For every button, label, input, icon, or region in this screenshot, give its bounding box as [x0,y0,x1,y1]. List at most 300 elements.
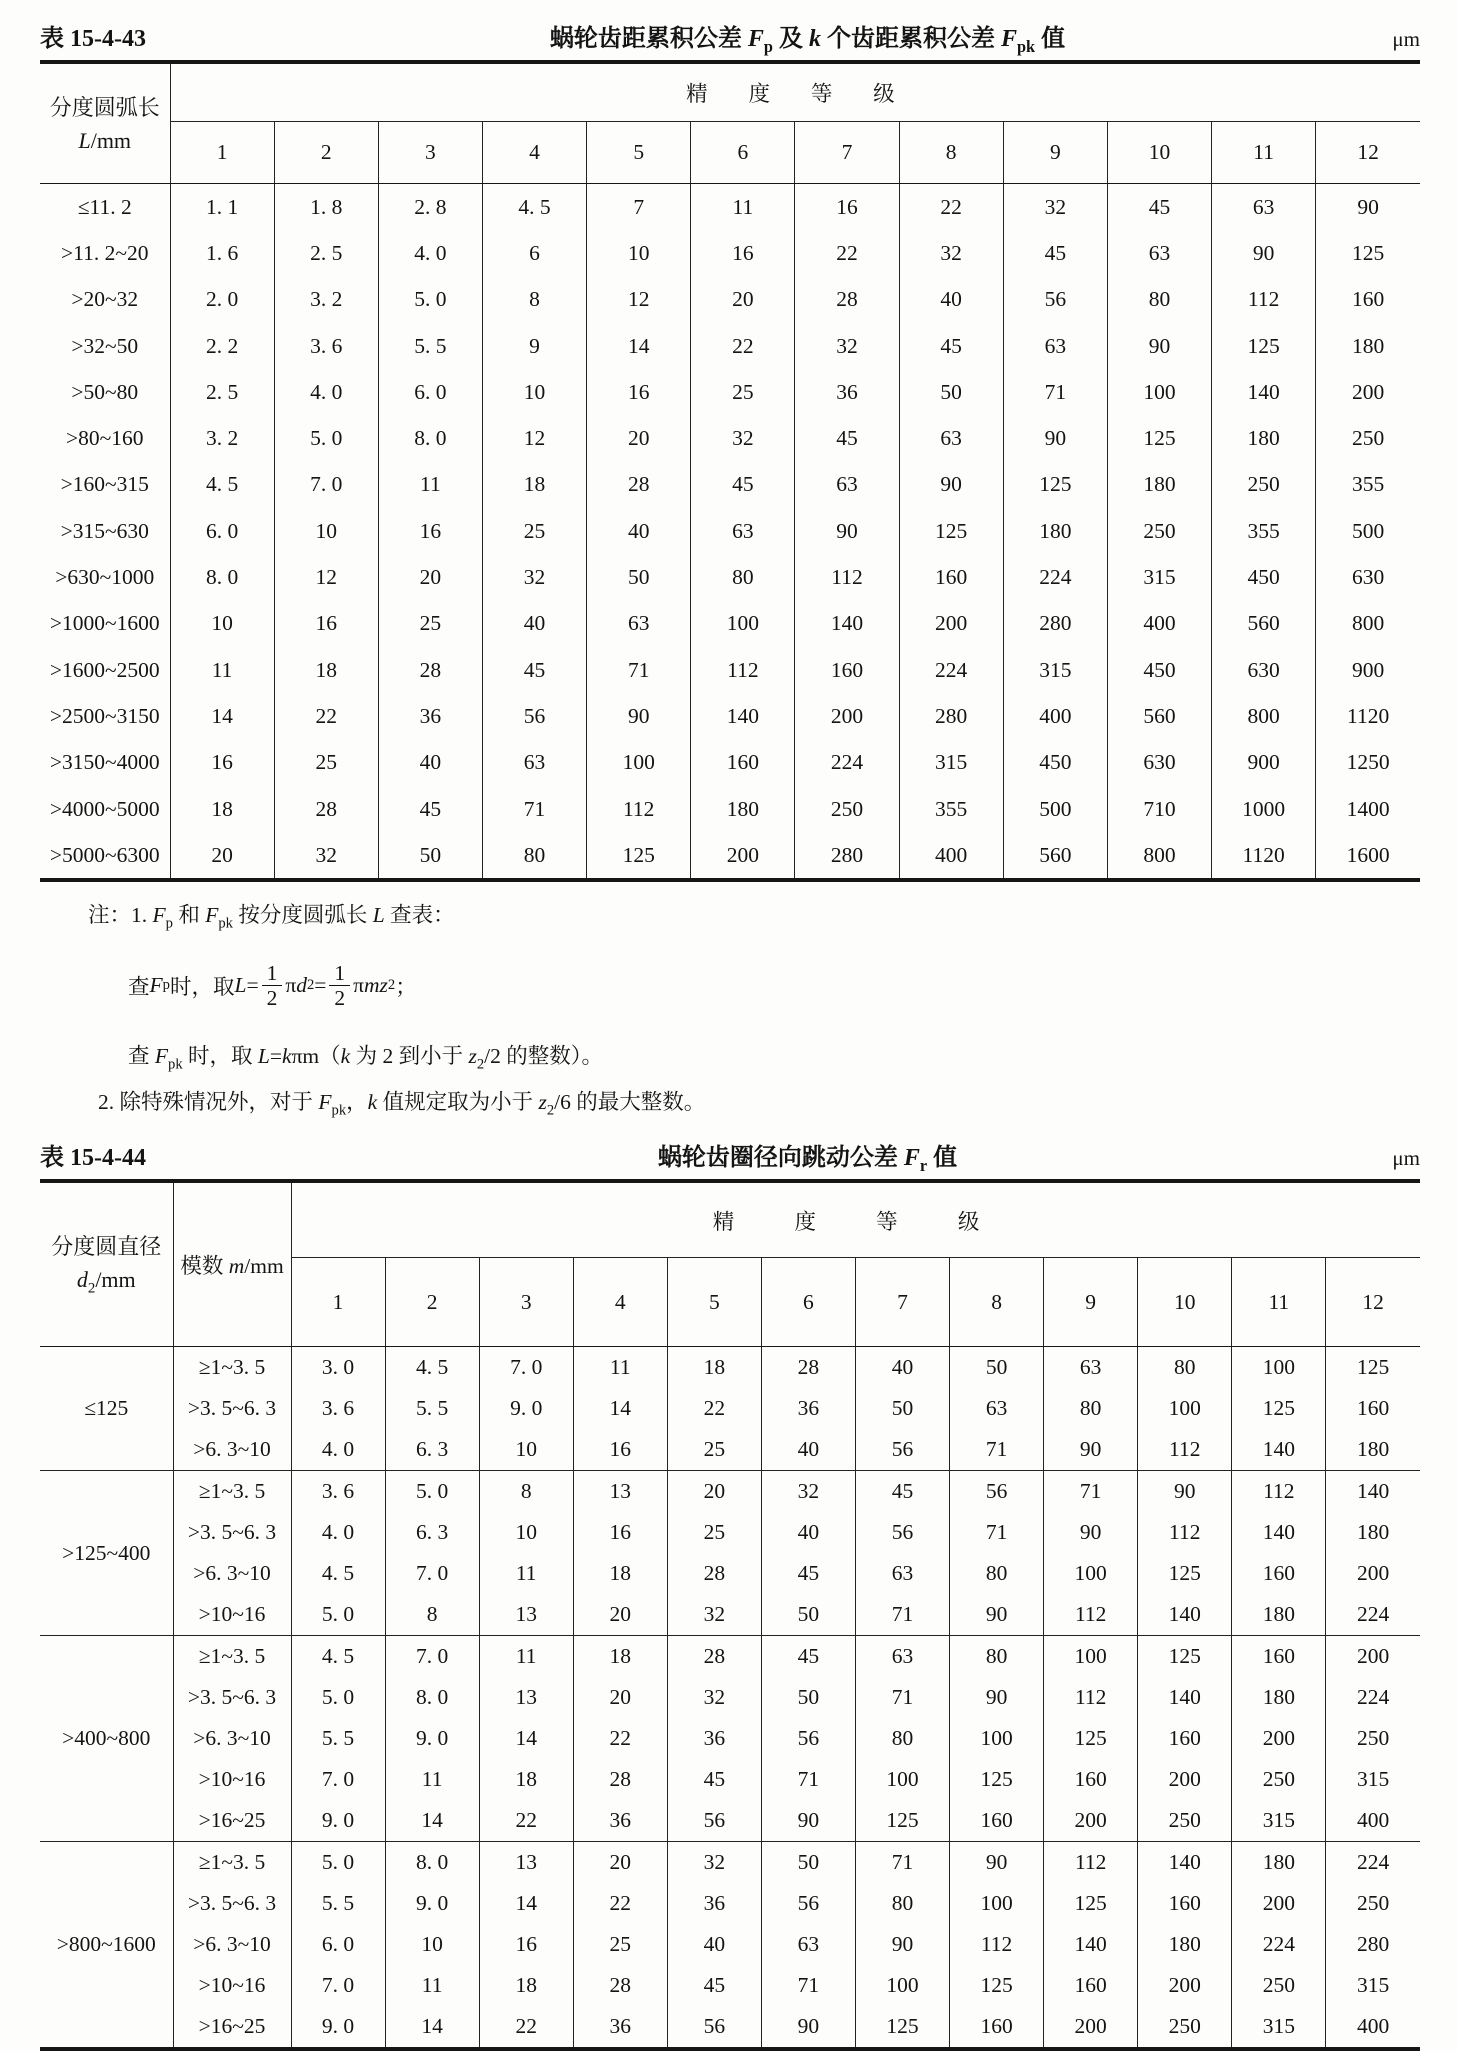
table-cell: 18 [479,1965,573,2006]
table-row [40,277,1420,323]
table-cell: 71 [855,1842,949,1884]
table-cell: 125 [855,2006,949,2049]
table-cell: 40 [855,1347,949,1389]
table-cell: 250 [795,786,899,832]
table-cell: 14 [587,323,691,369]
table-cell: 20 [691,277,795,323]
table-cell: 2. 5 [274,230,378,276]
grade-column-header: 5 [587,122,691,184]
table-cell: 7. 0 [291,1965,385,2006]
table-cell: 20 [667,1471,761,1513]
table-cell: 7. 0 [291,1759,385,1800]
table-cell: 45 [667,1759,761,1800]
module-range: >6. 3~10 [173,1924,291,1965]
table-cell: 100 [950,1883,1044,1924]
table-cell: 50 [761,1594,855,1636]
table-cell: 100 [1232,1347,1326,1389]
table-cell: 90 [795,508,899,554]
table-cell: 90 [1044,1429,1138,1471]
table-cell: 180 [691,786,795,832]
table-cell: 18 [479,1759,573,1800]
table-cell: 140 [1326,1471,1420,1513]
table-cell: 63 [1044,1347,1138,1389]
row-header-pitch-diameter: 分度圆直径 $d_2/mm$ [40,1181,173,1347]
table-cell: 630 [1351,565,1385,590]
table-row [40,1759,1420,1800]
table-cell: 18 [573,1636,667,1678]
table-cell: 90 [899,462,1003,508]
module-range: >10~16 [173,1759,291,1800]
grade-column-header: 8 [899,122,1003,184]
table-cell: 28 [761,1347,855,1389]
table-cell: 250 [1138,1800,1232,1842]
table-row [40,1677,1420,1718]
table-cell: 160 [950,1800,1044,1842]
table-cell: 8. 0 [378,415,482,461]
grade-column-header: 5 [667,1258,761,1347]
diameter-range: >400~800 [40,1636,173,1842]
table-cell: 28 [667,1636,761,1678]
table-row [40,415,1420,461]
table-cell: 36 [573,2006,667,2049]
table-cell: 200 [795,693,899,739]
module-range: ≥1~3. 5 [173,1842,291,1884]
table-cell: 500 [1351,518,1385,543]
table-cell: 10 [479,1512,573,1553]
table-cell: 63 [761,1924,855,1965]
table-cell: 125 [1138,1553,1232,1594]
diameter-range: >125~400 [40,1471,173,1636]
table-cell: 8 [479,1471,573,1513]
table-cell: 315 [1357,1767,1390,1792]
table-cell: 56 [667,1800,761,1842]
table-cell: 7. 0 [385,1636,479,1678]
table-cell: 56 [761,1883,855,1924]
table-cell: 5. 5 [291,1718,385,1759]
table-cell: 28 [573,1965,667,2006]
table-cell: 36 [761,1388,855,1429]
module-range: >6. 3~10 [173,1429,291,1471]
table-cell: 112 [1232,1471,1326,1513]
table-cell: 12 [587,277,691,323]
table-cell: 7. 0 [385,1553,479,1594]
table2-title: 蜗轮齿圈径向跳动公差 $F_r$ 值 [657,1145,958,1176]
table-cell: 160 [1138,1883,1232,1924]
table-cell: 200 [1357,1561,1390,1586]
table-cell: 71 [761,1759,855,1800]
table-cell: 9. 0 [291,1800,385,1842]
table-cell: 140 [1138,1842,1232,1884]
table-cell: 50 [378,832,482,880]
table-cell: 11 [573,1347,667,1389]
arc-length-range: >4000~5000 [40,786,170,832]
table-cell: 11 [479,1553,573,1594]
table-cell: 63 [855,1553,949,1594]
table-row [40,601,1420,647]
table-cell: 71 [482,786,586,832]
module-range: >16~25 [173,2006,291,2049]
table-cell: 22 [667,1388,761,1429]
table-cell: 18 [573,1553,667,1594]
table-cell: 63 [855,1636,949,1678]
table-cell: 100 [1138,1388,1232,1429]
table-cell: 4. 0 [274,369,378,415]
table-row [40,369,1420,415]
table-cell: 200 [1044,1800,1138,1842]
table-cell: 10 [587,230,691,276]
table-cell: 80 [855,1883,949,1924]
table-cell: 71 [855,1677,949,1718]
table-cell: 20 [170,832,274,880]
table-cell: 80 [1107,277,1211,323]
table-cell: 5. 0 [291,1594,385,1636]
table1-number: 表 15-4-43 [40,26,146,52]
arc-length-range: >20~32 [40,277,170,323]
table-cell: 224 [795,740,899,786]
grade-column-header: 12 [1326,1258,1420,1347]
table-cell: 16 [573,1429,667,1471]
table-cell: 13 [479,1594,573,1636]
table-cell: 250 [1357,1891,1390,1916]
table-cell: 45 [795,415,899,461]
table-cell: 71 [950,1429,1044,1471]
module-header: 模数 m/mm [173,1181,291,1347]
table-cell: 90 [950,1594,1044,1636]
table-cell: 90 [1357,194,1379,219]
table-cell: 63 [1003,323,1107,369]
table-cell: 4. 0 [291,1429,385,1471]
table-cell: 56 [950,1471,1044,1513]
table-cell: 400 [899,832,1003,880]
table-header-row [40,62,1420,122]
table-cell: 9 [482,323,586,369]
table-cell: 32 [667,1594,761,1636]
table-cell: 180 [1232,1594,1326,1636]
table-cell: 7. 0 [479,1347,573,1389]
table-cell: 160 [795,647,899,693]
grade-column-header: 4 [573,1258,667,1347]
table-cell: 200 [899,601,1003,647]
table-cell: 180 [1232,1677,1326,1718]
table-cell: 200 [1044,2006,1138,2049]
module-range: ≥1~3. 5 [173,1347,291,1389]
table-cell: 160 [950,2006,1044,2049]
table-cell: 200 [691,832,795,880]
table-row [40,1718,1420,1759]
table-cell: 900 [1212,740,1316,786]
table-cell: 28 [587,462,691,508]
table-cell: 140 [795,601,899,647]
table-cell: 5. 0 [291,1842,385,1884]
table-cell: 40 [899,277,1003,323]
table-cell: 5. 5 [385,1388,479,1429]
table-cell: 56 [482,693,586,739]
table-cell: 100 [691,601,795,647]
table-cell: 40 [587,508,691,554]
table-cell: 36 [667,1718,761,1759]
table-cell: 45 [855,1471,949,1513]
table-cell: 28 [378,647,482,693]
accuracy-grade-header: 精 度 等 级 [291,1181,1420,1258]
table-cell: 160 [1351,287,1385,312]
table-cell: 7 [587,184,691,231]
table-cell: 180 [1212,415,1316,461]
module-range: >6. 3~10 [173,1718,291,1759]
table-cell: 250 [1232,1965,1326,2006]
table-cell: 28 [274,786,378,832]
table-row [40,2006,1420,2049]
table-cell: 125 [587,832,691,880]
table-cell: 1120 [1212,832,1316,880]
arc-length-range: >2500~3150 [40,693,170,739]
table-cell: 140 [691,693,795,739]
table-cell: 11 [691,184,795,231]
table-cell: 80 [1044,1388,1138,1429]
table-cell: 90 [1044,1512,1138,1553]
table-cell: 112 [950,1924,1044,1965]
table-cell: 18 [170,786,274,832]
table-row [40,647,1420,693]
grade-column-header: 7 [795,122,899,184]
table-cell: 250 [1232,1759,1326,1800]
diameter-range: >800~1600 [40,1842,173,2050]
table-cell: 140 [1232,1512,1326,1553]
table-cell: 22 [899,184,1003,231]
table-row [40,462,1420,508]
table-cell: 63 [899,415,1003,461]
table-cell: 4. 5 [291,1636,385,1678]
arc-length-range: >1600~2500 [40,647,170,693]
table-cell: 10 [170,601,274,647]
table-cell: 224 [899,647,1003,693]
table-cell: 125 [855,1800,949,1842]
table-cell: 71 [1044,1471,1138,1513]
table-cell: 315 [1357,1973,1390,1998]
table-cell: 22 [479,1800,573,1842]
table-row [40,1594,1420,1636]
grade-column-header: 10 [1107,122,1211,184]
fraction-half: $\frac{1}{2}$ [262,961,283,1011]
table-row [40,1924,1420,1965]
table-cell: 400 [1107,601,1211,647]
arc-length-range: >11. 2~20 [40,230,170,276]
table-cell: 90 [1212,230,1316,276]
table-row [40,508,1420,554]
table-cell: 16 [691,230,795,276]
table-cell: 112 [1138,1512,1232,1553]
table-cell: 280 [1003,601,1107,647]
notes [40,898,1420,1119]
module-range: ≥1~3. 5 [173,1471,291,1513]
table-cell: 36 [667,1883,761,1924]
table-cell: 224 [1003,554,1107,600]
table-cell: 16 [378,508,482,554]
grade-column-header: 6 [691,122,795,184]
table-cell: 4. 5 [170,462,274,508]
table2-number: 表 15-4-44 [40,1145,146,1172]
grade-column-header: 3 [479,1258,573,1347]
fraction-half: $\frac{1}{2}$ [329,961,350,1011]
table-cell: 355 [1212,508,1316,554]
table-cell: 90 [761,1800,855,1842]
table-cell: 125 [899,508,1003,554]
table-cell: 10 [274,508,378,554]
table-cell: 28 [667,1553,761,1594]
accuracy-grade-header: 精 度 等 级 [170,62,1420,122]
module-range: >3. 5~6. 3 [173,1512,291,1553]
arc-length-range: >5000~6300 [40,832,170,880]
table-cell: 45 [667,1965,761,2006]
arc-length-range: >1000~1600 [40,601,170,647]
table-cell: 16 [479,1924,573,1965]
table-cell: 224 [1357,1602,1390,1627]
table-cell: 3. 2 [274,277,378,323]
table-cell: 1. 1 [170,184,274,231]
table-cell: 32 [667,1677,761,1718]
table-cell: 16 [170,740,274,786]
table-cell: 90 [950,1677,1044,1718]
table-cell: 800 [1107,832,1211,880]
arc-length-range: ≤11. 2 [40,184,170,231]
grade-column-header: 9 [1003,122,1107,184]
grade-column-header: 12 [1316,122,1420,184]
table-cell: 71 [761,1965,855,2006]
formula-fpk: 查 $F_{pk}$ 时，取 L=kπm（k 为 2 到小于 $z_2/2$ 的整数）。 [128,1043,604,1073]
grade-column-header: 11 [1232,1258,1326,1347]
table-cell: 1. 6 [170,230,274,276]
table-cell: 11 [385,1965,479,2006]
table-cell: 8. 0 [170,554,274,600]
table-cell: 400 [1003,693,1107,739]
table-cell: 1120 [1347,703,1390,728]
table-cell: 3. 6 [291,1388,385,1429]
table-cell: 7. 0 [274,462,378,508]
table-cell: 45 [1107,184,1211,231]
table-cell: 224 [1232,1924,1326,1965]
table-cell: 56 [1003,277,1107,323]
table-cell: 125 [1044,1718,1138,1759]
table-row [40,230,1420,276]
table-cell: 315 [1232,1800,1326,1842]
table-cell: 1250 [1346,750,1390,775]
table-cell: 125 [1351,240,1385,265]
table-cell: 200 [1232,1718,1326,1759]
table-cell: 25 [378,601,482,647]
table-cell: 45 [1003,230,1107,276]
table-cell: 9. 0 [291,2006,385,2049]
table-row [40,1842,1420,1884]
table-cell: 160 [691,740,795,786]
table-cell: 14 [385,1800,479,1842]
table-row [40,1347,1420,1389]
table-cell: 22 [795,230,899,276]
table-cell: 315 [1232,2006,1326,2049]
table-cell: 71 [950,1512,1044,1553]
table-cell: 630 [1107,740,1211,786]
table-cell: 5. 0 [274,415,378,461]
table-cell: 22 [573,1883,667,1924]
table-cell: 22 [691,323,795,369]
table-row [40,1429,1420,1471]
table-cell: 9. 0 [479,1388,573,1429]
arc-length-range: >3150~4000 [40,740,170,786]
table-row [40,184,1420,231]
table-cell: 45 [899,323,1003,369]
table-row [40,1636,1420,1678]
module-range: >3. 5~6. 3 [173,1388,291,1429]
table-cell: 71 [855,1594,949,1636]
grade-column-header: 6 [761,1258,855,1347]
grade-column-header: 9 [1044,1258,1138,1347]
table-cell: 90 [950,1842,1044,1884]
table-cell: 180 [1107,462,1211,508]
table-cell: 125 [1212,323,1316,369]
table-cell: 100 [855,1965,949,2006]
table-cell: 14 [479,1718,573,1759]
table-cell: 100 [855,1759,949,1800]
table-cell: 50 [899,369,1003,415]
table-cell: 25 [667,1429,761,1471]
table-cell: 280 [899,693,1003,739]
table2-unit: μm [1392,1146,1420,1171]
arc-length-range: >32~50 [40,323,170,369]
table-cell: 560 [1212,601,1316,647]
table-cell: 50 [761,1677,855,1718]
table-cell: 8. 0 [385,1842,479,1884]
table-cell: 160 [1044,1759,1138,1800]
table-cell: 90 [761,2006,855,2049]
row-header-arc-length: 分度圆弧长 L/mm [40,62,170,184]
table-cell: 112 [587,786,691,832]
table-cell: 224 [1357,1685,1390,1710]
module-range: >3. 5~6. 3 [173,1677,291,1718]
table-cell: 315 [1003,647,1107,693]
table-cell: 1. 8 [274,184,378,231]
table-cell: 160 [1044,1965,1138,2006]
table-cell: 71 [587,647,691,693]
table-cell: 90 [1138,1471,1232,1513]
table-cell: 1000 [1212,786,1316,832]
table-cell: 180 [1232,1842,1326,1884]
arc-length-range: >315~630 [40,508,170,554]
module-range: >16~25 [173,1800,291,1842]
table-cell: 18 [274,647,378,693]
table-cell: 20 [573,1842,667,1884]
table-row [40,1965,1420,2006]
table-row [40,1883,1420,1924]
table-cell: 160 [1232,1553,1326,1594]
table-cell: 36 [573,1800,667,1842]
table-cell: 36 [378,693,482,739]
table-cell: 14 [479,1883,573,1924]
table-cell: 16 [587,369,691,415]
table-cell: 12 [274,554,378,600]
table-cell: 32 [482,554,586,600]
table-cell: 63 [587,601,691,647]
table-cell: 180 [1357,1437,1390,1462]
table-cell: 20 [573,1677,667,1718]
table-row [40,693,1420,739]
table-cell: 6. 3 [385,1512,479,1553]
table-cell: 200 [1232,1883,1326,1924]
table-cell: 32 [1003,184,1107,231]
table-cell: 125 [1326,1347,1420,1389]
table-cell: 25 [573,1924,667,1965]
table-cell: 5. 0 [378,277,482,323]
table-row [40,1471,1420,1513]
table-cell: 100 [1107,369,1211,415]
table-cell: 22 [274,693,378,739]
